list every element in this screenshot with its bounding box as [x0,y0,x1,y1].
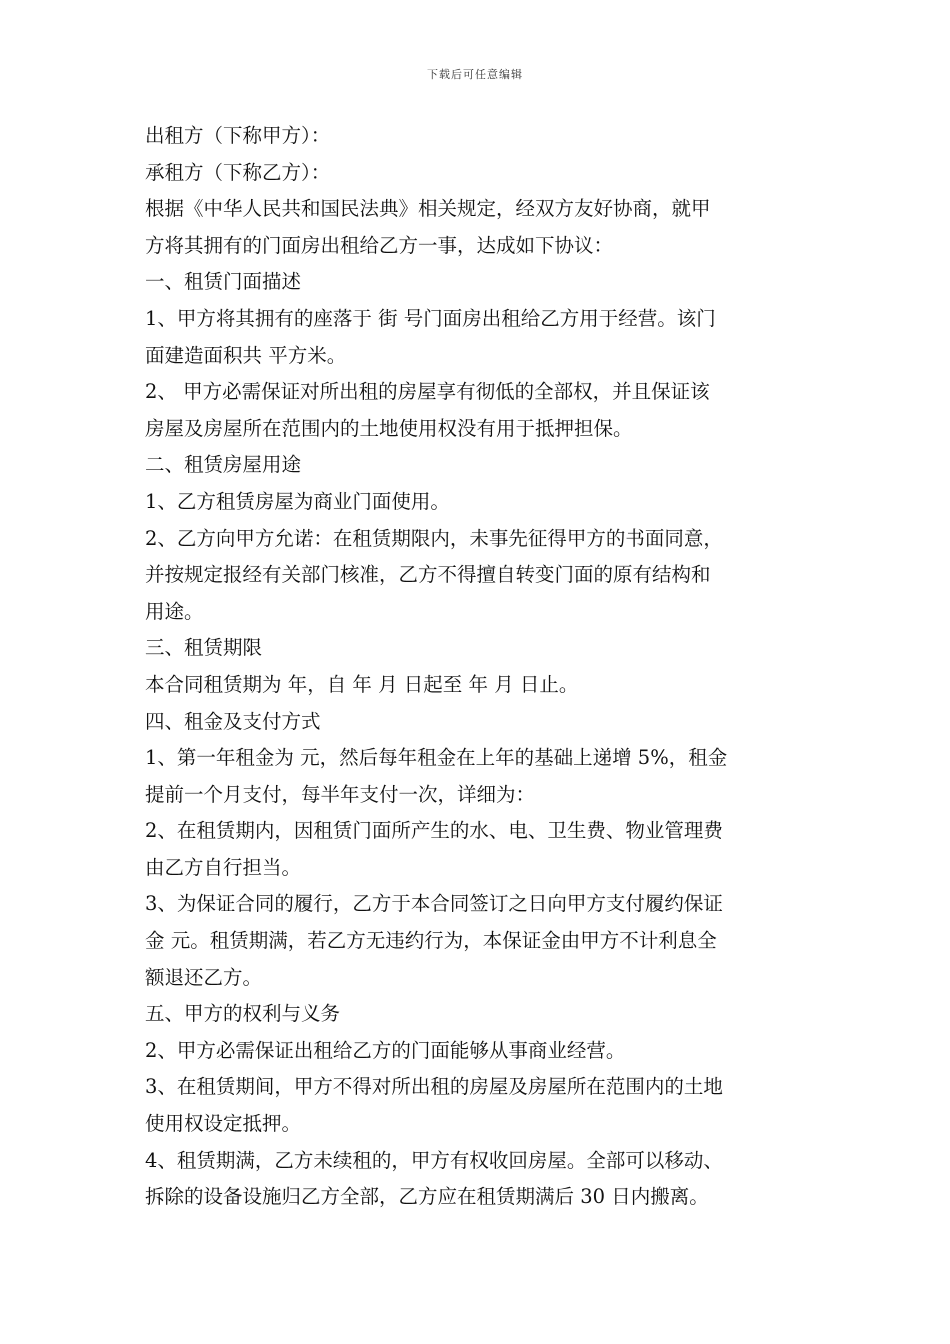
text-line: 本合同租赁期为 年，自 年 月 日起至 年 月 日止。 [145,672,579,696]
document-body [145,118,810,1216]
section-heading: 五、甲方的权利与义务 [145,1002,341,1026]
text-line: 出租方（下称甲方）： [145,124,331,147]
text-line: 根据《中华人民共和国民法典》相关规定，经双方友好协商，就甲 [145,197,711,221]
section-heading: 四、租金及支付方式 [145,709,321,733]
text-line: 1、第一年租金为 元，然后每年租金在上年的基础上递增 5%，租金 [145,746,728,770]
text-line: 用途。 [145,599,204,623]
section-heading: 一、租赁门面描述 [145,270,302,294]
text-line: 3、为保证合同的履行，乙方于本合同签订之日向甲方支付履约保证 [145,892,723,916]
text-line: 方将其拥有的门面房出租给乙方一事，达成如下协议： [145,233,614,257]
text-line: 3、在租赁期间，甲方不得对所出租的房屋及房屋所在范围内的土地 [145,1075,723,1099]
text-line: 1、甲方将其拥有的座落于 街 号门面房出租给乙方用于经营。该门 [145,306,716,330]
text-line: 2、在租赁期内，因租赁门面所产生的水、电、卫生费、物业管理费 [145,819,723,843]
text-line: 额退还乙方。 [145,965,263,989]
text-line: 1、乙方租赁房屋为商业门面使用。 [145,489,450,513]
text-line: 2、甲方必需保证出租给乙方的门面能够从事商业经营。 [145,1038,626,1062]
text-line: 使用权设定抵押。 [145,1112,302,1136]
text-line: 承租方（下称乙方）： [145,160,331,184]
text-line: 并按规定报经有关部门核准，乙方不得擅自转变门面的原有结构和 [145,563,711,587]
page-header: 下载后可任意编辑 [427,68,523,81]
text-line: 提前一个月支付，每半年支付一次，详细为： [145,782,536,806]
text-line: 2、 甲方必需保证对所出租的房屋享有彻低的全部权，并且保证该 [145,380,710,404]
section-heading: 二、租赁房屋用途 [145,453,302,477]
text-line: 4、租赁期满，乙方未续租的，甲方有权收回房屋。全部可以移动、 [145,1148,723,1172]
text-line: 由乙方自行担当。 [145,855,302,879]
text-line: 2、乙方向甲方允诺：在租赁期限内，未事先征得甲方的书面同意， [145,526,723,550]
text-line: 拆除的设备设施归乙方全部，乙方应在租赁期满后 30 日内搬离。 [145,1185,709,1209]
text-line: 面建造面积共 平方米。 [145,343,347,367]
text-line: 房屋及房屋所在范围内的土地使用权没有用于抵押担保。 [145,416,633,440]
section-heading: 三、租赁期限 [145,636,263,660]
text-line: 金 元。租赁期满，若乙方无违约行为，本保证金由甲方不计利息全 [145,929,717,953]
